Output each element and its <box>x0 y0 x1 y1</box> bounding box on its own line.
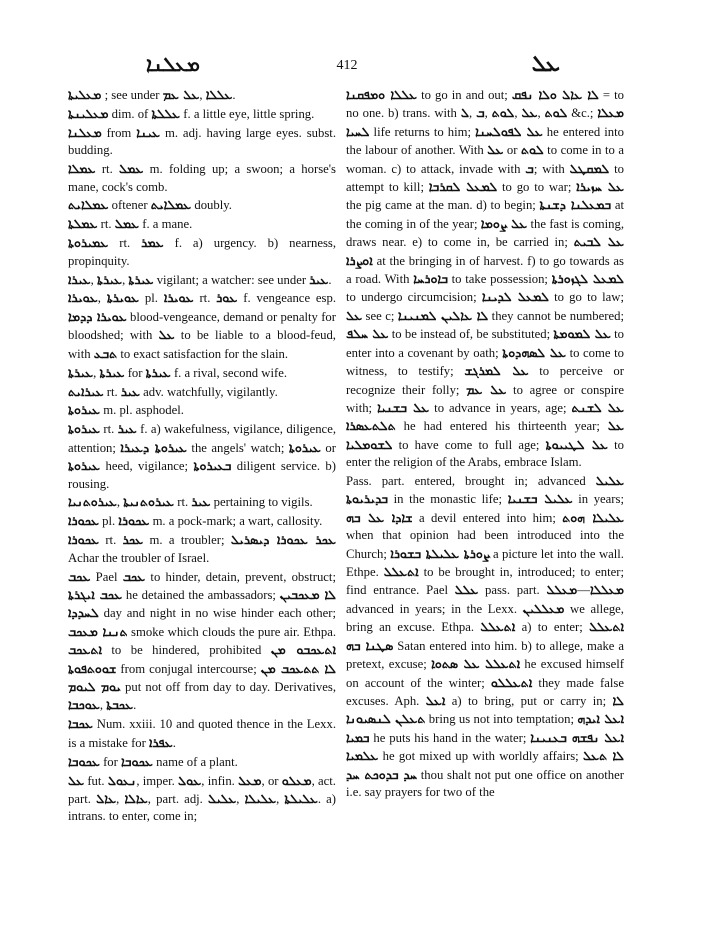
running-headword-left: ܡܥܠܢܐ <box>146 52 200 76</box>
running-headword-right: ܥܠ <box>531 52 560 77</box>
dictionary-entry: ܥܝܪܐ, ܥܝܪܬܐ, ܥܝܪܬܐ vigilant; a watcher: see under ܥܝܪ. <box>68 271 332 287</box>
dictionary-entry: ܥܠ fut. ܢܥܘܠ, imper. ܥܘܠ, infin. ܡܥܠ, or ܡܥܠܘ, act. part. ܥܐܠ, ܥܐܠܐ, part. adj. ܥܠܝܠ, ܥܠܝܠܐ, ܥܠܝܠܬܐ. a) intrans. to enter, come in; <box>68 772 337 824</box>
dictionary-entry: ܥܝܪܘܬܐ m. pl. asphodel. <box>68 402 184 418</box>
dictionary-entry: ܥܟܘܒܐ for ܥܟܘܒܐ name of a plant. <box>68 753 238 769</box>
dictionary-entry: ܡܥܠܝܬܐ ; see under ܥܠ ܥܡ, ܥܠܠܐ. <box>68 87 236 102</box>
dictionary-entry: Pass. part. entered, brought in; advanced ܥܠܝܠ ܒܕܝܪܝܘܬܐ in the monastic life; ܥܠܝܠ ܒܫܢܝܐ in years; ܫܐܕܐ ܥܠ ܒܗ a devil entered into him; ܥܠܝܠܐ ܗܘܬ when that opinion had been introduced into the Church; ܨܘܪܬܐ ܥܠܝܠܬܐ ܒܫܘܪܐ a picture let into the wall. Ethpe. ܐܬܥܠܠ to be brought in, introduced; to enter; find entrance. Pael ܥܠܠ pass. part. ܡܥܠܠ—ܡܥܠܠܐ advanced in years; in the Lexx. ܡܥܠܠܝܢ we allege, bring an excuse. Ethpa. ܐܬܥܠܠ a) to enter; ܐܬܥܠܠ ܣܛܢܐ ܒܗ Satan entered into him. b) to allege, make a pretext, excuse; ܐܬܥܠܠ ܥܠ ܣܬܘܐ he excused himself on account of the winter; ܐܬܥܠܠܘ they made false excuses. Aph. ܐܥܠ a) to bring, put or carry in; ܠܐ ܬܥܠܢ ܠܢܣܝܘܢܐ bring us not into temptation; ܐܥܠ ܐܝܕܗ ܒܡܝܐ he puts his hand in the water; ܐܥܠ ܢܦܫܗ ܒܥܢܝܢܐ ܥܠܡܝܐ he got mixed up with worldly affairs; ܠܐ ܬܥܠ ܚܕ ܒܕܘܟܬ ܚܕ thou shalt not put one office on another i.e. say prayers for two of the <box>346 473 625 799</box>
dictionary-entry: ܡܥܠܝܢܬܐ dim. of ܥܠܠܬܐ f. a little eye, little spring. <box>68 105 315 121</box>
dictionary-entry: ܥܟܘܪܐ pl. ܥܟܘܪܐ m. a pock-mark; a wart, callosity. <box>68 513 323 529</box>
right-column <box>346 86 624 802</box>
dictionary-entry: ܥܡܠܬܐ rt. ܥܡܠ f. a mane. <box>68 216 193 232</box>
dictionary-entry: ܥܠܠܐ ܘܡܦܩܢܐ to go in and out; ܠܐ ܥܐܠ ܘܠܐ ܢܦܩ = to no one. b) trans. with ܠ, ܒ, ܠܘܬ, ܥܠ, ܠܘܬ &c.; ܡܥܠܐ ܠܚܝܐ life returns to him; ܥܠ ܠܦܘܠܚܢܐ he entered into the labour of another. With ܥܠ or ܠܘܬ to come in to a woman. c) to attack, invade with ܒ; with ܠܡܩܛܠ to attempt to kill; ܠܡܥܠ ܠܩܪܒܐ to go to war; ܥܠ ܚܙܝܪܐ the pig came at the man. d) to begin; ܒܡܥܠܢܐ ܕܫܢܬܐ at the coming in of the year; ܥܠ ܨܘܡܐ the fast is coming, draws near. e) to come in, be carried in; ܥܠ ܠܒܝܬ ܐܘܨܪܐ at the bringing in of harvest. f) to go towards as a road. With ܒܐܘܪܚܐ to take possession; ܠܡܥܠ ܠܓܙܘܪܬܐ to undergo circumcision; ܠܡܥܠ ܠܕܝܢܐ to go to law; ܥܠ see c; ܠܐ ܥܐܠܝܢ ܠܡܢܝܢܐ they cannot be numbered; ܥܠ ܚܠܦ to be instead of, be substituted; ܥܠ ܠܡܘܡܬܐ to enter into a covenant by oath; ܥܠ ܠܣܗܕܘܬܐ to come to witness, to testify; ܥܠ ܠܡܪܓܫ to perceive or recognize their folly; ܥܠ ܥܡ to agree or conspire with; ܥܠ ܒܫܢܝܐ to advance in years, age; ܥܠ ܠܫܢܬ ܬܠܬܥܣܪܐ he had entered his thirteenth year; ܥܠ ܠܫܘܡܠܝܐ to have come to full age; ܥܠ ܠܛܝܝܘܬܐ to enter the religion of the Arabs, embrace Islam. <box>346 87 625 470</box>
page-header <box>68 52 626 82</box>
dictionary-entry: ܥܟܘܪܐ rt. ܥܟܪ m. a troubler; ܥܟܪ ܥܟܘܪܐ ܕܝܣܪܝܠ Achar the troubler of Israel. <box>68 532 336 565</box>
dictionary-entry: ܥܡܠܐ rt. ܥܡܠ m. folding up; a swoon; a horse's mane, cock's comb. <box>68 161 336 194</box>
dictionary-entry: ܥܡܠܐܝܬ oftener ܥܡܠܐܝܬ doubly. <box>68 197 232 213</box>
dictionary-entry: ܥܝܪܘܬܐ rt. ܥܝܪ f. a) wakefulness, vigilance, diligence, attention; ܥܝܪܘܬܐ ܕܥܝܪܐ the angels' watch; ܥܝܪܘܬܐ or ܥܝܪܘܬܐ heed, vigilance; ܒܥܝܪܘܬܐ diligent service. b) rousing. <box>68 421 336 491</box>
dictionary-entry: ܥܟܒܐ Num. xxiii. 10 and quoted thence in the Lexx. is a mistake for ܥܦܪܐ. <box>68 716 336 750</box>
dictionary-entry: ܥܡܝܪܘܬܐ rt. ܥܡܪ f. a) urgency. b) nearness, propinquity. <box>68 235 336 268</box>
dictionary-entry: ܥܝܪܬܐ, ܥܝܪܬܐ for ܥܝܪܬܐ f. a rival, second wife. <box>68 364 288 380</box>
dictionary-entry: ܥܘܝܪܐ, ܥܘܝܪܬܐ pl. ܥܘܝܪܐ rt. ܥܘܪ f. vengeance esp. ܥܘܝܪܐ ܕܕܡܐ blood-vengeance, demand or penalty for bloodshed; with ܥܠ to be liable to a blood-feud, with ܬܒܥ to exact satisfaction for the slain. <box>68 290 337 361</box>
dictionary-entry: ܥܝܪܘܬܢܝܐ, ܥܝܪܘܬܢܝܬܐ rt. ܥܝܪ pertaining to vigils. <box>68 494 313 510</box>
page-number: 412 <box>336 58 358 73</box>
dictionary-entry: ܥܟܒ Pael ܥܟܒ to hinder, detain, prevent, obstruct; ܥܟܒ ܐܝܓܪܬܐ he detained the ambassadors; ܠܐ ܡܥܟܒܝܢ ܠܚܕܕܐ day and night in no wise hinder each other; ܬܢܢܐ ܡܥܟܒ smoke which clouds the pure air. Ethpa. ܐܬܥܟܒ to be hindered, prohibited ܐܬܥܟܒܘ ܡܢ ܫܘܘܬܦܘܬܐ from conjugal intercourse; ܠܐ ܬܬܥܟܒ ܡܢ ܝܘܡ ܠܝܘܡ put not off from day to day. Derivatives, ܥܘܟܒܐ, ܥܟܒܬܐ. <box>68 568 337 713</box>
dictionary-entry: ܡܥܠܢܐ from ܥܝܢܐ m. adj. having large eyes. subst. budding. <box>68 124 336 158</box>
left-column <box>68 86 336 826</box>
dictionary-entry: ܥܝܪܐܝܬ rt. ܥܝܪ adv. watchfully, vigilantly. <box>68 383 278 399</box>
